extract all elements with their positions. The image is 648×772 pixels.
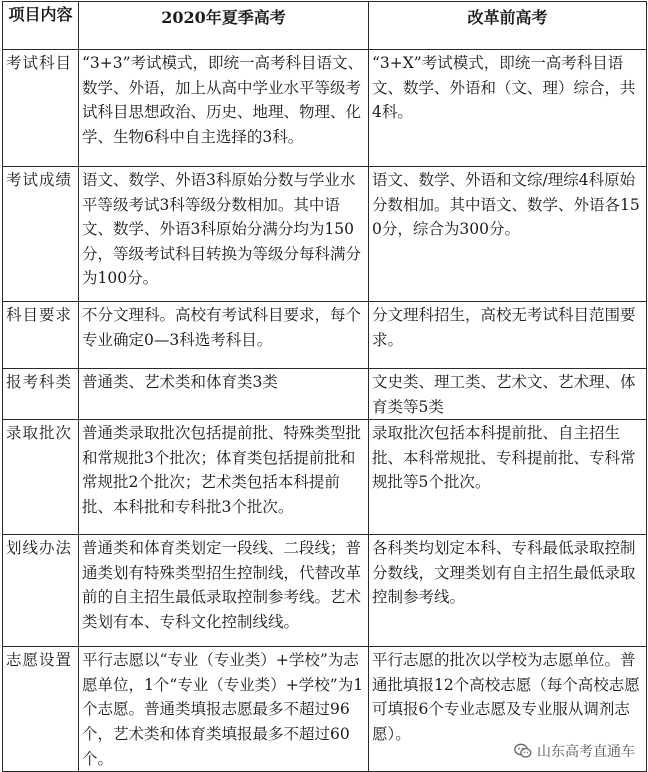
table-row bbox=[3, 420, 647, 535]
cell-2020: 普通类录取批次包括提前批、特殊类型批和常规批3个批次；体育类包括提前批和常规批2个批次；艺术类包括本科提前批、本科批和专科批3个批次。 bbox=[79, 420, 369, 535]
row-label: 科目要求 bbox=[3, 302, 79, 369]
cell-2020: “3+3”考试模式，即统一高考科目语文、数学、外语，加上从高中学业水平等级考试科目思想政治、历史、地理、物理、化学、生物6科中自主选择的3科。 bbox=[79, 50, 369, 167]
table-row bbox=[3, 369, 647, 420]
header-row bbox=[3, 2, 647, 50]
row-label: 划线办法 bbox=[3, 535, 79, 647]
row-label: 考试科目 bbox=[3, 50, 79, 167]
wechat-icon bbox=[514, 743, 532, 759]
cell-2020: 不分文理科。高校有考试科目要求，每个专业确定0—3科选考科目。 bbox=[79, 302, 369, 369]
header-2020: 2020年夏季高考 bbox=[79, 2, 369, 50]
cell-2020: 普通类和体育类划定一段线、二段线；普通类划有特殊类型招生控制线，代替改革前的自主招生最低录取控制参考线。艺术类划有本、专科文化控制线线。 bbox=[79, 535, 369, 647]
cell-2020: 普通类、艺术类和体育类3类 bbox=[79, 369, 369, 420]
row-label: 志愿设置 bbox=[3, 647, 79, 772]
watermark-text: 山东高考直通车 bbox=[537, 744, 635, 760]
watermark bbox=[511, 740, 638, 762]
cell-pre-reform: 分文理科招生，高校无考试科目范围要求。 bbox=[369, 302, 647, 369]
row-label: 报考科类 bbox=[3, 369, 79, 420]
header-pre-reform: 改革前高考 bbox=[369, 2, 647, 50]
cell-pre-reform: 文史类、理工类、艺术文、艺术理、体育类等5类 bbox=[369, 369, 647, 420]
table-row bbox=[3, 535, 647, 647]
row-label: 考试成绩 bbox=[3, 167, 79, 302]
cell-2020: 平行志愿以“专业（专业类）+学校”为志愿单位，1个“专业（专业类）+学校”为1个志愿。普通类填报志愿最多不超过96个，艺术类和体育类填报最多不超过60个。 bbox=[79, 647, 369, 772]
table-row bbox=[3, 302, 647, 369]
cell-pre-reform: 平行志愿的批次以学校为志愿单位。普通批填报12个高校志愿（每个高校志愿可填报6个专业志愿及专业服从调剂志愿）。 bbox=[369, 647, 647, 772]
row-label: 录取批次 bbox=[3, 420, 79, 535]
header-item: 项目内容 bbox=[3, 2, 79, 50]
cell-pre-reform: 录取批次包括本科提前批、自主招生批、本科常规批、专科提前批、专科常规批等5个批次。 bbox=[369, 420, 647, 535]
table-row bbox=[3, 167, 647, 302]
cell-2020: 语文、数学、外语3科原始分数与学业水平等级考试3科等级分数相加。其中语文、数学、外语3科原始分满分均为150分，等级考试科目转换为等级分每科满分为100分。 bbox=[79, 167, 369, 302]
cell-pre-reform: 语文、数学、外语和文综/理综4科原始分数相加。其中语文、数学、外语各150分，综合为300分。 bbox=[369, 167, 647, 302]
cell-pre-reform: “3+X”考试模式，即统一高考科目语文、数学、外语和（文、理）综合，共4科。 bbox=[369, 50, 647, 167]
cell-pre-reform: 各科类均划定本科、专科最低录取控制分数线，文理类划有自主招生最低录取控制参考线。 bbox=[369, 535, 647, 647]
comparison-table bbox=[2, 1, 647, 772]
table-row bbox=[3, 50, 647, 167]
